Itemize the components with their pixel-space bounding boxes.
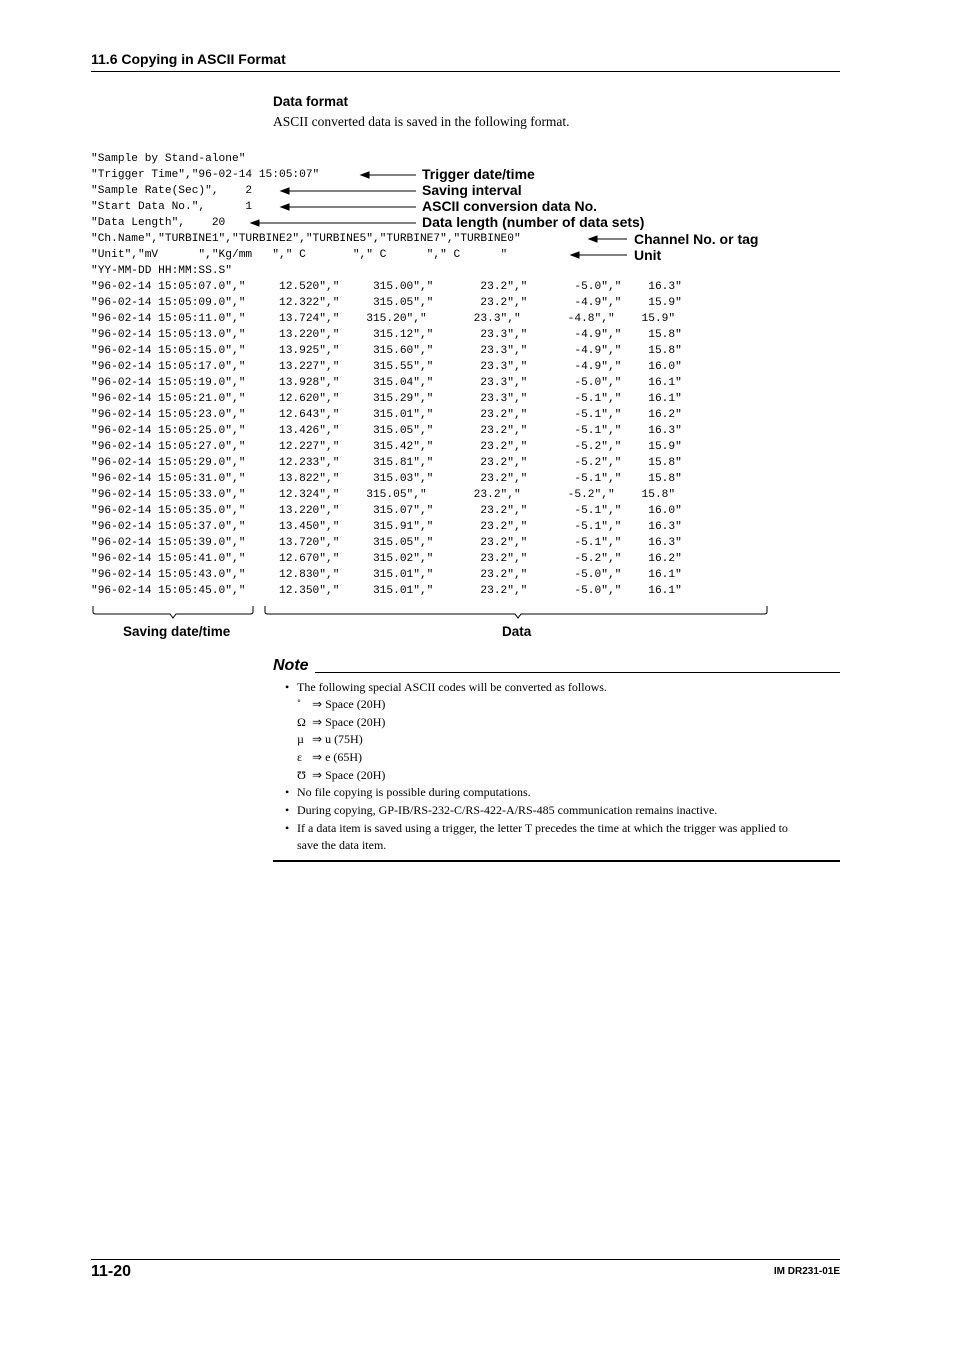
conv-symbol: Ʊ [297, 768, 306, 782]
data-format-description: ASCII converted data is saved in the following format. [273, 114, 570, 129]
listing-line: "96-02-14 15:05:37.0"," 13.450"," 315.91"," 23.2"," -5.1"," 16.3" [91, 521, 682, 533]
note-bullet-4: • [285, 821, 290, 835]
callout-interval: Saving interval [422, 182, 522, 198]
note-item-3: During copying, GP-IB/RS-232-C/RS-422-A/RS-485 communication remains inactive. [297, 803, 718, 817]
listing-line: "Sample Rate(Sec)", 2 [91, 185, 253, 197]
listing-line: "96-02-14 15:05:23.0"," 12.643"," 315.01"," 23.2"," -5.1"," 16.2" [91, 409, 682, 421]
conv-target: e (65H) [325, 750, 363, 764]
conv-row-omega [297, 714, 385, 730]
conv-row-epsilon [297, 749, 362, 765]
listing-line: "96-02-14 15:05:29.0"," 12.233"," 315.81"," 23.2"," -5.2"," 15.8" [91, 457, 682, 469]
conv-arrow-icon: ⇒ [312, 715, 323, 729]
listing-line: "96-02-14 15:05:25.0"," 13.426"," 315.05"," 23.2"," -5.1"," 16.3" [91, 425, 682, 437]
listing-line: "96-02-14 15:05:15.0"," 13.925"," 315.60"," 23.3"," -4.9"," 15.8" [91, 345, 682, 357]
note-item-4-line-2: save the data item. [297, 838, 387, 852]
brace-label-data: Data [502, 624, 532, 639]
footer-rule [91, 1259, 840, 1260]
listing-line: "96-02-14 15:05:13.0"," 13.220"," 315.12"," 23.3"," -4.9"," 15.8" [91, 329, 682, 341]
listing-line: "96-02-14 15:05:35.0"," 13.220"," 315.07"," 23.2"," -5.1"," 16.0" [91, 505, 682, 517]
note-item-2: No file copying is possible during computations. [297, 785, 531, 799]
conv-symbol: ˚ [297, 697, 301, 711]
conv-symbol: µ [297, 732, 304, 746]
listing-line: "96-02-14 15:05:43.0"," 12.830"," 315.01"," 23.2"," -5.0"," 16.1" [91, 569, 682, 581]
conv-arrow-icon: ⇒ [312, 768, 323, 782]
listing-line: "96-02-14 15:05:21.0"," 12.620"," 315.29"," 23.3"," -5.1"," 16.1" [91, 393, 682, 405]
note-title: Note [273, 657, 309, 674]
listing-line: "96-02-14 15:05:19.0"," 13.928"," 315.04"," 23.3"," -5.0"," 16.1" [91, 377, 682, 389]
note-rule-bottom [273, 860, 840, 862]
callout-unit: Unit [634, 247, 662, 263]
listing-line: "Trigger Time","96-02-14 15:05:07" [91, 169, 320, 181]
callout-trigger: Trigger date/time [422, 166, 535, 182]
conv-row-micro [297, 731, 363, 747]
conv-arrow-icon: ⇒ [312, 697, 323, 711]
listing-line: "96-02-14 15:05:45.0"," 12.350"," 315.01"," 23.2"," -5.0"," 16.1" [91, 585, 682, 597]
note-bullet-1: • [285, 680, 290, 694]
conv-symbol: Ω [297, 715, 306, 729]
braces [0, 0, 954, 640]
section-header: 11.6 Copying in ASCII Format [91, 51, 286, 67]
callout-length: Data length (number of data sets) [422, 214, 645, 230]
brace-label-saving: Saving date/time [123, 624, 231, 639]
note-item-1: The following special ASCII codes will be converted as follows. [297, 680, 607, 694]
document-id: IM DR231-01E [773, 1266, 840, 1277]
listing-line: "Data Length", 20 [91, 217, 226, 229]
listing-line: "96-02-14 15:05:27.0"," 12.227"," 315.42"," 23.2"," -5.2"," 15.9" [91, 441, 682, 453]
listing-line: "96-02-14 15:05:07.0"," 12.520"," 315.00"," 23.2"," -5.0"," 16.3" [91, 281, 682, 293]
listing-line: "96-02-14 15:05:11.0"," 13.724"," 315.20"," 23.3"," -4.8"," 15.9" [91, 313, 676, 325]
listing-line: "Unit","mV ","Kg/mm "," C "," C "," C " [91, 249, 508, 261]
conv-target: Space (20H) [325, 697, 386, 711]
conv-symbol: ε [297, 750, 303, 764]
listing-line: "Start Data No.", 1 [91, 201, 253, 213]
conv-arrow-icon: ⇒ [312, 732, 323, 746]
page-number: 11-20 [91, 1263, 132, 1280]
callout-start-no: ASCII conversion data No. [422, 198, 598, 214]
listing-line: "Ch.Name","TURBINE1","TURBINE2","TURBINE5","TURBINE7","TURBINE0" [91, 233, 521, 245]
note-bullet-3: • [285, 803, 290, 817]
note-item-4-line-1: If a data item is saved using a trigger, the letter T precedes the time at which the trigger was applied to [297, 821, 788, 835]
note-rule-top [315, 672, 840, 673]
conv-target: u (75H) [325, 732, 363, 746]
brace-data [265, 606, 767, 618]
brace-saving [93, 606, 253, 618]
data-format-title: Data format [273, 94, 349, 109]
listing-line: "96-02-14 15:05:09.0"," 12.322"," 315.05"," 23.2"," -4.9"," 15.9" [91, 297, 682, 309]
listing-line: "96-02-14 15:05:39.0"," 13.720"," 315.05"," 23.2"," -5.1"," 16.3" [91, 537, 682, 549]
listing-line: "Sample by Stand-alone" [91, 153, 246, 165]
listing-line: "96-02-14 15:05:31.0"," 13.822"," 315.03"," 23.2"," -5.1"," 15.8" [91, 473, 682, 485]
conv-arrow-icon: ⇒ [312, 750, 323, 764]
callout-channel: Channel No. or tag [634, 231, 759, 247]
listing-line: "96-02-14 15:05:33.0"," 12.324"," 315.05"," 23.2"," -5.2"," 15.8" [91, 489, 676, 501]
conv-row-degree [297, 696, 385, 712]
conv-target: Space (20H) [325, 715, 386, 729]
listing-line: "96-02-14 15:05:17.0"," 13.227"," 315.55"," 23.3"," -4.9"," 16.0" [91, 361, 682, 373]
conv-target: Space (20H) [325, 768, 386, 782]
note-bullet-2: • [285, 785, 290, 799]
listing-line: "YY-MM-DD HH:MM:SS.S" [91, 265, 232, 277]
conv-row-mho [297, 767, 385, 783]
listing-line: "96-02-14 15:05:41.0"," 12.670"," 315.02"," 23.2"," -5.2"," 16.2" [91, 553, 682, 565]
